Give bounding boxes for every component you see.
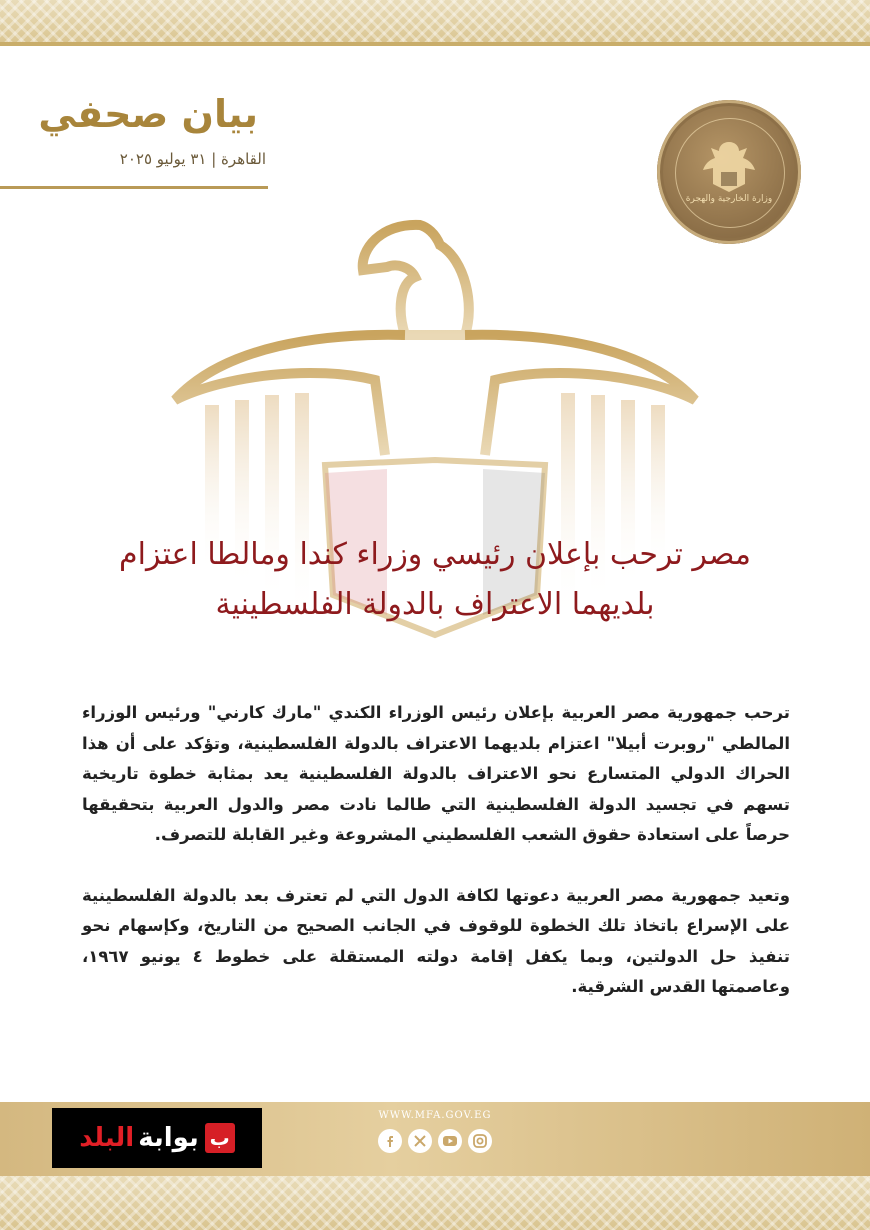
logo-badge-letter: ب xyxy=(205,1123,235,1153)
date-line: القاهرة | ٣١ يوليو ٢٠٢٥ xyxy=(119,150,266,168)
seal-text: وزارة الخارجية والهجرة xyxy=(685,194,773,204)
page-title: بيان صحفي xyxy=(38,92,258,136)
youtube-icon[interactable] xyxy=(438,1129,462,1153)
logo-word-1: بوابة xyxy=(138,1123,199,1153)
press-release-body xyxy=(82,698,790,1033)
header-divider xyxy=(0,186,268,189)
logo-wordmark xyxy=(79,1123,198,1153)
publisher-logo[interactable] xyxy=(52,1108,262,1168)
logo-word-2: البلد xyxy=(79,1123,135,1153)
bottom-decorative-border xyxy=(0,1176,870,1230)
headline-line-2: بلديهما الاعتراف بالدولة الفلسطينية xyxy=(215,587,655,622)
website-link[interactable]: WWW.MFA.GOV.EG xyxy=(378,1110,492,1121)
instagram-icon[interactable] xyxy=(468,1129,492,1153)
headline xyxy=(60,530,810,630)
x-icon[interactable] xyxy=(408,1129,432,1153)
headline-line-1: مصر ترحب بإعلان رئيسي وزراء كندا ومالطا اعتزام xyxy=(119,537,751,572)
top-decorative-border xyxy=(0,0,870,46)
social-links xyxy=(370,1129,500,1155)
body-paragraph-2: وتعيد جمهورية مصر العربية دعوتها لكافة الدول التي لم تعترف بعد بالدولة الفلسطينية على الإسراع باتخاذ تلك الخطوة للوقوف في الجانب الصحيح من التاريخ، وكإسهام نحو تنفيذ حل الدولتين، وبما يكفل إقامة دولته المستقلة على خطوط ٤ يونيو ١٩٦٧، وعاصمتها القدس الشرقية. xyxy=(82,885,790,996)
body-paragraph-1: ترحب جمهورية مصر العربية بإعلان رئيس الوزراء الكندي "مارك كارني" ورئيس الوزراء المالطي "روبرت أبيلا" اعتزام بلديهما الاعتراف بالدولة الفلسطينية، وتؤكد على أن هذا الحراك الدولي المتسارع نحو الاعتراف بالدولة الفلسطينية يعد بمثابة خطوة تاريخية تسهم في تجسيد الدولة الفلسطينية التي طالما نادت مصر والدول العربية بتحقيقها حرصاً على استعادة حقوق الشعب الفلسطيني المشروعة وغير القابلة للتصرف. xyxy=(82,703,790,844)
facebook-icon[interactable] xyxy=(378,1129,402,1153)
